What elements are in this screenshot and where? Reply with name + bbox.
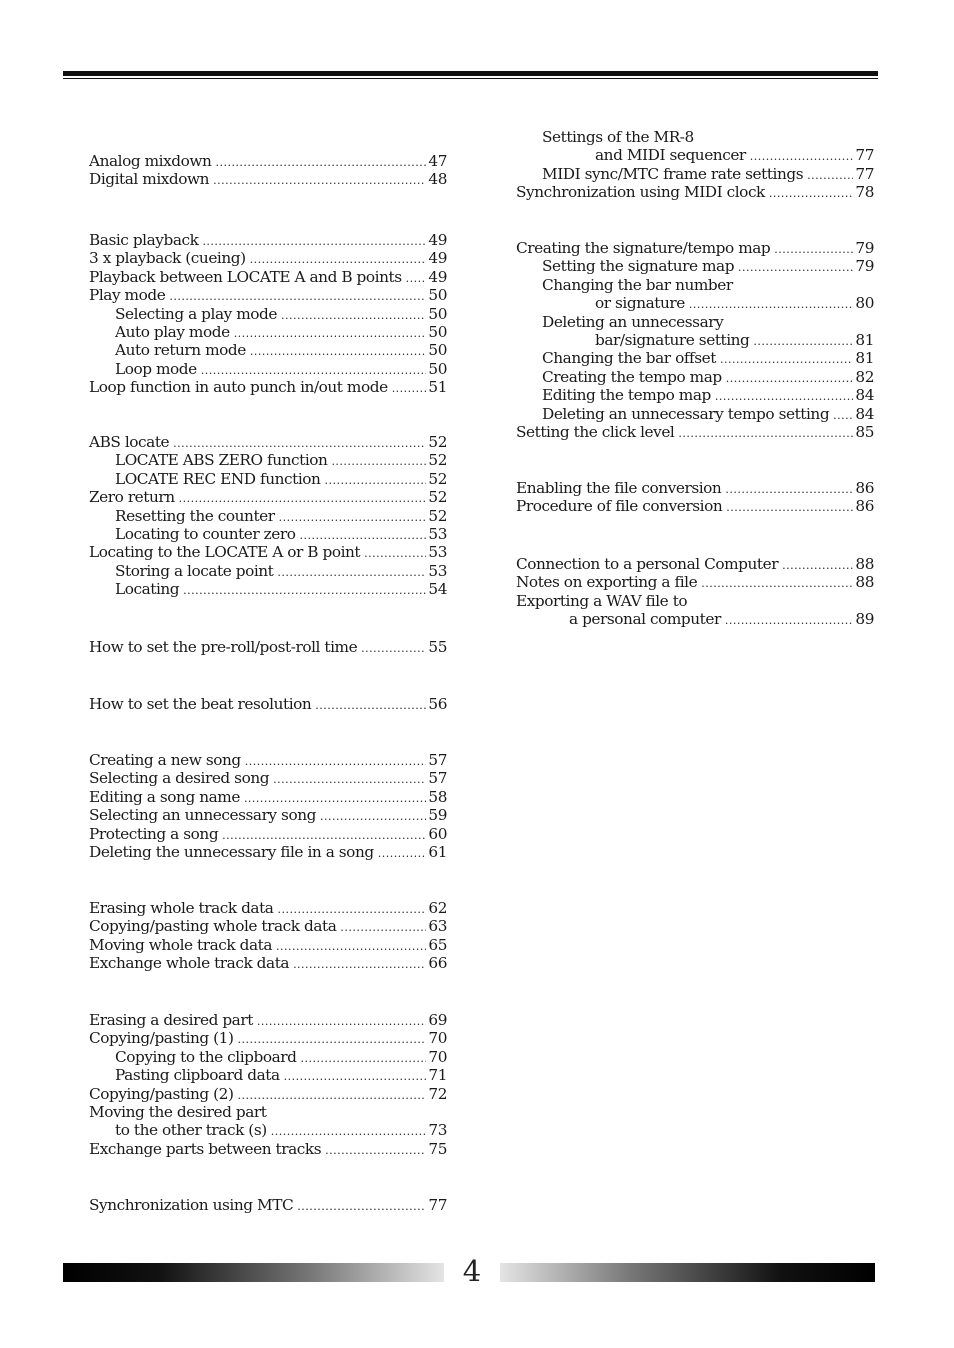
toc-entry-page-number: 86 [855,497,874,516]
toc-entry-title: Playback between LOCATE A and B points [89,267,402,286]
toc-entry-page-number: 59 [428,806,447,825]
toc-entry-title: Loop function in auto punch in/out mode [89,378,388,397]
toc-entry-page-number: 89 [855,610,874,629]
dot-leader [279,509,427,527]
toc-entry-title: bar/signature setting [595,330,750,349]
toc-entry-page-number: 82 [855,367,874,386]
toc-entry-page-number: 60 [428,824,447,843]
toc-section [89,1196,447,1214]
header-rule-thin [63,78,878,79]
toc-entry[interactable] [516,294,874,312]
toc-entry-page-number: 77 [855,146,874,165]
toc-entry-page-number: 80 [855,294,874,313]
toc-entry[interactable] [516,592,874,610]
toc-section [89,231,447,397]
dot-leader [297,1198,426,1216]
dot-leader [720,351,853,369]
toc-entry[interactable] [516,405,874,423]
dot-leader [738,259,853,277]
dot-leader [293,956,426,974]
toc-entry-page-number: 53 [428,543,447,562]
toc-entry[interactable] [89,788,447,806]
toc-entry[interactable] [89,899,447,917]
toc-entry[interactable] [516,165,874,183]
dot-leader [300,1050,426,1068]
toc-entry-title: Copying to the clipboard [115,1047,297,1066]
toc-entry-page-number: 56 [428,695,447,713]
toc-entry[interactable] [89,341,447,359]
toc-entry-page-number: 51 [428,378,447,397]
toc-entry-page-number: 48 [428,170,447,189]
dot-leader [392,380,427,398]
toc-entry-title: Resetting the counter [115,506,275,525]
toc-entry-page-number: 78 [855,183,874,202]
toc-entry-title: Protecting a song [89,824,219,843]
toc-entry-page-number: 75 [428,1139,447,1158]
toc-entry[interactable] [516,610,874,628]
toc-entry-page-number: 88 [855,555,874,573]
toc-entry-title: Synchronization using MIDI clock [516,183,765,202]
dot-leader [833,407,853,425]
toc-entry[interactable] [89,843,447,861]
dot-leader [273,771,426,789]
toc-entry-title: 3 x playback (cueing) [89,249,246,268]
toc-entry[interactable] [516,128,874,146]
toc-entry-title: Changing the bar number [542,275,733,294]
toc-entry-page-number: 49 [428,267,447,286]
toc-entry-page-number: 84 [855,386,874,405]
toc-entry-title: Selecting a desired song [89,769,270,788]
toc-entry-title: Settings of the MR-8 [542,128,694,146]
toc-entry-page-number: 62 [428,899,447,917]
toc-entry-title: Copying/pasting (2) [89,1084,234,1103]
toc-entry-title: Editing a song name [89,787,240,806]
dot-leader [276,938,426,956]
toc-entry-title: Notes on exporting a file [516,573,698,592]
toc-entry-title: Setting the click level [516,422,675,441]
toc-entry-title: Pasting clipboard data [115,1066,280,1085]
toc-entry-page-number: 63 [428,917,447,936]
dot-leader [361,640,426,658]
toc-section [89,751,447,861]
toc-entry-page-number: 50 [428,359,447,378]
toc-entry[interactable] [89,286,447,304]
toc-entry-page-number: 84 [855,404,874,423]
toc-entry-title: Erasing a desired part [89,1011,253,1029]
toc-entry[interactable] [89,1066,447,1084]
toc-entry[interactable] [89,231,447,249]
toc-entry-page-number: 52 [428,433,447,451]
dot-leader [281,307,426,325]
dot-leader [320,808,426,826]
header-rule-thick [63,71,878,76]
toc-entry-title: How to set the beat resolution [89,695,312,713]
toc-entry[interactable] [89,1121,447,1139]
dot-leader [782,557,853,575]
toc-entry-page-number: 54 [428,580,447,599]
toc-section [516,128,874,202]
toc-entry[interactable] [516,239,874,257]
toc-entry[interactable] [89,543,447,561]
dot-leader [257,1013,427,1031]
toc-entry[interactable] [516,423,874,441]
toc-entry[interactable] [516,183,874,201]
toc-entry[interactable] [516,276,874,294]
toc-section [89,899,447,973]
dot-leader [726,499,853,517]
dot-leader [215,154,426,172]
toc-entry-title: Digital mixdown [89,170,210,189]
toc-section [516,555,874,629]
toc-entry-page-number: 79 [855,239,874,257]
dot-leader [774,241,853,259]
toc-entry-page-number: 49 [428,231,447,249]
toc-entry-title: Locating to the LOCATE A or B point [89,543,361,562]
toc-entry[interactable] [89,152,447,170]
toc-entry-title: Enabling the file conversion [516,479,722,497]
footer-gradient-bar-left [63,1263,444,1282]
toc-entry[interactable] [516,257,874,275]
toc-entry[interactable] [89,305,447,323]
toc-entry-title: Deleting an unnecessary tempo setting [542,404,830,423]
toc-entry-title: ABS locate [89,433,170,451]
toc-entry-title: Moving the desired part [89,1102,267,1121]
toc-section [516,239,874,441]
toc-entry-title: Selecting a play mode [115,304,277,323]
toc-entry[interactable] [89,695,447,713]
toc-entry[interactable] [89,1140,447,1158]
toc-entry[interactable] [516,331,874,349]
toc-entry-title: Connection to a personal Computer [516,555,779,573]
toc-entry-title: Erasing whole track data [89,899,274,917]
toc-entry-title: Auto play mode [115,322,230,341]
toc-section [89,433,447,599]
toc-entry-title: Creating the tempo map [542,367,722,386]
toc-entry-page-number: 70 [428,1029,447,1048]
toc-section [89,152,447,189]
toc-section [516,479,874,516]
dot-leader [726,370,854,388]
toc-entry-title: Creating a new song [89,751,241,769]
toc-entry-page-number: 53 [428,561,447,580]
toc-entry-page-number: 50 [428,286,447,305]
toc-entry-title: a personal computer [569,610,721,629]
toc-entry-title: Moving whole track data [89,935,272,954]
toc-entry-title: Exchange whole track data [89,954,290,973]
dot-leader [234,325,427,343]
toc-entry-title: Creating the signature/tempo map [516,239,771,257]
dot-leader [277,564,426,582]
toc-entry-title: Deleting the unnecessary file in a song [89,842,374,861]
toc-entry-page-number: 50 [428,304,447,323]
dot-leader [324,472,426,490]
toc-entry[interactable] [89,249,447,267]
toc-entry[interactable] [516,573,874,591]
dot-leader [406,270,427,288]
dot-leader [250,343,427,361]
toc-entry-title: to the other track (s) [115,1121,267,1140]
toc-entry[interactable] [89,451,447,469]
toc-entry-page-number: 70 [428,1047,447,1066]
dot-leader [753,333,853,351]
toc-entry[interactable] [516,555,874,573]
toc-entry-title: Play mode [89,286,166,305]
toc-entry-page-number: 57 [428,751,447,769]
dot-leader [183,582,426,600]
toc-entry-title: Selecting an unnecessary song [89,806,316,825]
dot-leader [284,1068,427,1086]
toc-entry[interactable] [89,1048,447,1066]
toc-entry[interactable] [89,638,447,656]
toc-entry-page-number: 52 [428,488,447,507]
toc-entry-title: MIDI sync/MTC frame rate settings [542,164,804,183]
toc-entry[interactable] [89,769,447,787]
dot-leader [340,919,426,937]
toc-entry[interactable] [89,936,447,954]
toc-entry-page-number: 85 [855,422,874,441]
toc-entry[interactable] [89,488,447,506]
toc-entry[interactable] [516,313,874,331]
toc-entry[interactable] [516,146,874,164]
dot-leader [213,172,426,190]
dot-leader [378,845,427,863]
dot-leader [331,453,426,471]
toc-entry[interactable] [89,525,447,543]
toc-entry-page-number: 52 [428,506,447,525]
dot-leader [725,612,854,630]
toc-section [89,1011,447,1158]
toc-entry[interactable] [89,470,447,488]
toc-entry-page-number: 88 [855,573,874,592]
toc-entry-page-number: 69 [428,1011,447,1029]
dot-leader [678,425,853,443]
dot-leader [701,575,853,593]
toc-entry-page-number: 53 [428,524,447,543]
toc-entry-title: Analog mixdown [89,152,212,170]
toc-entry[interactable] [89,954,447,972]
toc-entry[interactable] [516,368,874,386]
toc-entry-title: Basic playback [89,231,199,249]
toc-entry-page-number: 61 [428,842,447,861]
toc-entry-page-number: 86 [855,479,874,497]
toc-entry-title: Locating [115,580,180,599]
toc-entry-page-number: 52 [428,451,447,470]
toc-entry-title: Copying/pasting (1) [89,1029,234,1048]
toc-entry-page-number: 47 [428,152,447,170]
toc-entry-page-number: 77 [855,164,874,183]
toc-entry-page-number: 65 [428,935,447,954]
toc-entry-page-number: 79 [855,257,874,276]
toc-entry-page-number: 73 [428,1121,447,1140]
toc-entry[interactable] [89,1103,447,1121]
toc-entry[interactable] [89,917,447,935]
toc-entry-page-number: 66 [428,954,447,973]
toc-entry-title: Changing the bar offset [542,349,716,368]
toc-entry[interactable] [89,562,447,580]
toc-entry-title: Procedure of file conversion [516,497,723,516]
toc-entry-title: Loop mode [115,359,197,378]
toc-entry-title: Deleting an unnecessary [542,312,724,331]
toc-entry[interactable] [89,323,447,341]
toc-entry[interactable] [89,825,447,843]
toc-entry-page-number: 81 [855,349,874,368]
toc-entry-title: Zero return [89,488,175,507]
toc-entry-page-number: 55 [428,638,447,656]
toc-entry-page-number: 52 [428,469,447,488]
toc-entry[interactable] [89,360,447,378]
toc-entry-title: Auto return mode [115,341,246,360]
toc-section [89,638,447,656]
toc-entry-title: Copying/pasting whole track data [89,917,337,936]
toc-entry[interactable] [516,349,874,367]
toc-entry-page-number: 71 [428,1066,447,1085]
toc-entry[interactable] [89,433,447,451]
dot-leader [325,1142,426,1160]
toc-entry-title: Locating to counter zero [115,524,296,543]
toc-section [89,695,447,713]
dot-leader [315,697,426,715]
toc-entry[interactable] [89,1196,447,1214]
toc-entry[interactable] [89,806,447,824]
toc-entry[interactable] [516,497,874,515]
toc-entry[interactable] [89,751,447,769]
dot-leader [807,167,853,185]
toc-entry-title: LOCATE ABS ZERO function [115,451,328,470]
toc-entry[interactable] [89,170,447,188]
dot-leader [245,753,427,771]
toc-entry-title: or signature [595,294,685,313]
toc-entry[interactable] [89,507,447,525]
toc-entry-page-number: 72 [428,1084,447,1103]
toc-entry-title: LOCATE REC END function [115,469,321,488]
toc-entry-title: Setting the signature map [542,257,735,276]
toc-entry[interactable] [89,580,447,598]
page-number: 4 [462,1254,482,1288]
dot-leader [769,185,854,203]
toc-entry-page-number: 57 [428,769,447,788]
toc-entry-title: Exporting a WAV file to [516,591,688,610]
toc-entry[interactable] [89,268,447,286]
toc-entry-title: and MIDI sequencer [595,146,746,165]
toc-entry[interactable] [516,479,874,497]
footer-gradient-bar-right [500,1263,875,1282]
dot-leader [725,481,853,499]
toc-entry[interactable] [89,378,447,396]
toc-entry[interactable] [516,386,874,404]
toc-entry[interactable] [89,1011,447,1029]
toc-entry-title: How to set the pre-roll/post-roll time [89,638,358,656]
toc-entry-page-number: 49 [428,249,447,268]
toc-entry-title: Synchronization using MTC [89,1196,294,1214]
toc-entry-title: Editing the tempo map [542,386,711,405]
toc-entry-page-number: 50 [428,341,447,360]
toc-entry[interactable] [89,1029,447,1047]
toc-entry-page-number: 77 [428,1196,447,1214]
toc-entry[interactable] [89,1085,447,1103]
toc-entry-page-number: 50 [428,322,447,341]
toc-entry-title: Exchange parts between tracks [89,1139,322,1158]
dot-leader [364,545,426,563]
toc-entry-page-number: 58 [428,787,447,806]
toc-entry-title: Storing a locate point [115,561,274,580]
toc-entry-page-number: 81 [855,330,874,349]
